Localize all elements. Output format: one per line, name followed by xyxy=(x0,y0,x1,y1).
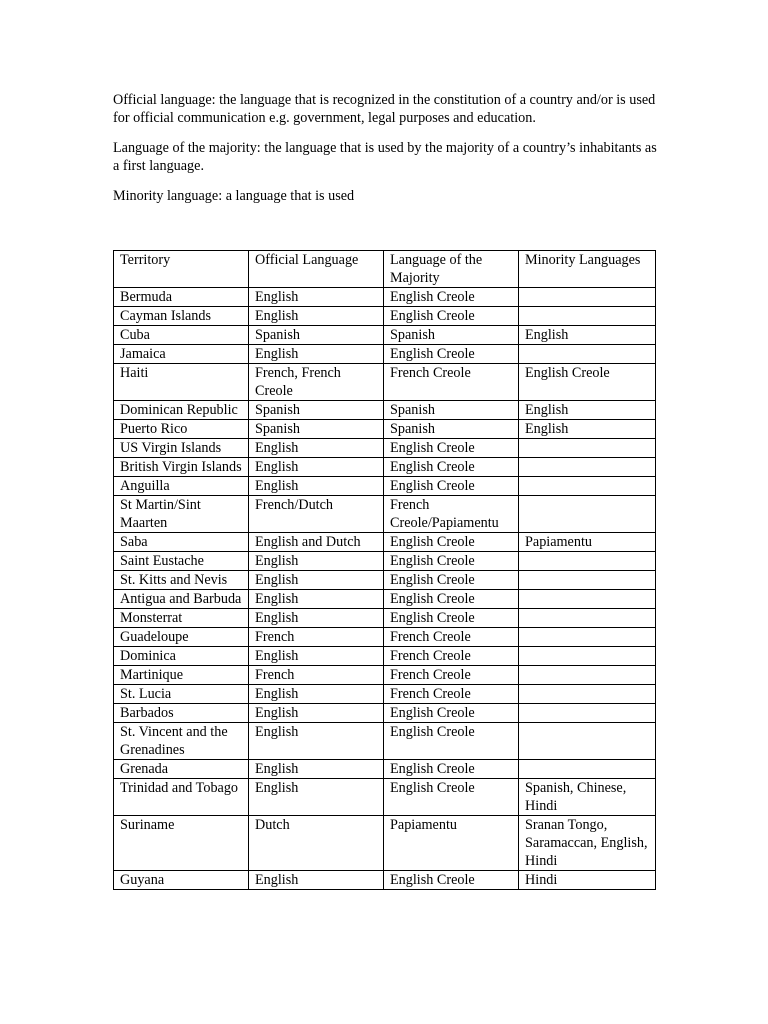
cell-official-language: French/Dutch xyxy=(249,496,384,533)
cell-territory: Martinique xyxy=(114,666,249,685)
cell-majority-language: English Creole xyxy=(384,609,519,628)
cell-territory: Guyana xyxy=(114,871,249,890)
cell-official-language: Spanish xyxy=(249,401,384,420)
cell-territory: Saint Eustache xyxy=(114,552,249,571)
cell-majority-language: English Creole xyxy=(384,723,519,760)
cell-official-language: English xyxy=(249,723,384,760)
cell-territory: US Virgin Islands xyxy=(114,439,249,458)
cell-majority-language: French Creole xyxy=(384,364,519,401)
cell-territory: St. Lucia xyxy=(114,685,249,704)
cell-official-language: Spanish xyxy=(249,420,384,439)
cell-majority-language: French Creole xyxy=(384,685,519,704)
cell-official-language: English xyxy=(249,439,384,458)
cell-minority-languages: English xyxy=(519,326,656,345)
cell-majority-language: English Creole xyxy=(384,477,519,496)
table-row xyxy=(114,401,656,420)
cell-territory: Monsterrat xyxy=(114,609,249,628)
cell-territory: Haiti xyxy=(114,364,249,401)
cell-territory: St. Kitts and Nevis xyxy=(114,571,249,590)
cell-official-language: Spanish xyxy=(249,326,384,345)
table-row xyxy=(114,666,656,685)
cell-official-language: English xyxy=(249,477,384,496)
cell-majority-language: Spanish xyxy=(384,326,519,345)
language-table xyxy=(113,250,656,890)
cell-territory: Cayman Islands xyxy=(114,307,249,326)
cell-majority-language: French Creole xyxy=(384,666,519,685)
document-body xyxy=(113,91,658,217)
cell-territory: Jamaica xyxy=(114,345,249,364)
cell-minority-languages xyxy=(519,723,656,760)
cell-majority-language: French Creole xyxy=(384,647,519,666)
cell-minority-languages: English xyxy=(519,401,656,420)
cell-minority-languages xyxy=(519,590,656,609)
cell-territory: St. Vincent and the Grenadines xyxy=(114,723,249,760)
cell-territory: British Virgin Islands xyxy=(114,458,249,477)
table-row xyxy=(114,496,656,533)
cell-official-language: English xyxy=(249,779,384,816)
table-row xyxy=(114,420,656,439)
cell-territory: Dominica xyxy=(114,647,249,666)
cell-official-language: English xyxy=(249,760,384,779)
cell-majority-language: English Creole xyxy=(384,760,519,779)
cell-official-language: English xyxy=(249,647,384,666)
table-row xyxy=(114,288,656,307)
cell-territory: St Martin/Sint Maarten xyxy=(114,496,249,533)
cell-majority-language: English Creole xyxy=(384,779,519,816)
table-row xyxy=(114,685,656,704)
header-territory: Territory xyxy=(114,251,249,288)
cell-official-language: French xyxy=(249,666,384,685)
cell-minority-languages: Spanish, Chinese, Hindi xyxy=(519,779,656,816)
cell-territory: Saba xyxy=(114,533,249,552)
cell-majority-language: English Creole xyxy=(384,871,519,890)
cell-minority-languages xyxy=(519,458,656,477)
cell-official-language: English xyxy=(249,288,384,307)
cell-official-language: English xyxy=(249,609,384,628)
cell-territory: Bermuda xyxy=(114,288,249,307)
cell-majority-language: English Creole xyxy=(384,590,519,609)
cell-minority-languages: English xyxy=(519,420,656,439)
header-minority-languages: Minority Languages xyxy=(519,251,656,288)
table-row xyxy=(114,609,656,628)
cell-majority-language: English Creole xyxy=(384,288,519,307)
cell-minority-languages xyxy=(519,345,656,364)
cell-territory: Cuba xyxy=(114,326,249,345)
table-row xyxy=(114,590,656,609)
cell-majority-language: English Creole xyxy=(384,533,519,552)
cell-territory: Anguilla xyxy=(114,477,249,496)
cell-official-language: English and Dutch xyxy=(249,533,384,552)
table-row xyxy=(114,345,656,364)
cell-majority-language: English Creole xyxy=(384,571,519,590)
cell-minority-languages xyxy=(519,666,656,685)
cell-official-language: English xyxy=(249,571,384,590)
cell-majority-language: English Creole xyxy=(384,307,519,326)
header-majority-language: Language of the Majority xyxy=(384,251,519,288)
table-row xyxy=(114,439,656,458)
cell-minority-languages: Hindi xyxy=(519,871,656,890)
cell-territory: Grenada xyxy=(114,760,249,779)
definition-official-language: Official language: the language that is recognized in the constitution of a country and/or is used for official communication e.g. government, legal purposes and education. xyxy=(113,92,656,126)
cell-official-language: French xyxy=(249,628,384,647)
cell-majority-language: English Creole xyxy=(384,439,519,458)
cell-territory: Barbados xyxy=(114,704,249,723)
cell-official-language: English xyxy=(249,458,384,477)
cell-official-language: English xyxy=(249,345,384,364)
table-row xyxy=(114,326,656,345)
cell-minority-languages xyxy=(519,496,656,533)
cell-minority-languages xyxy=(519,439,656,458)
cell-minority-languages xyxy=(519,477,656,496)
cell-territory: Antigua and Barbuda xyxy=(114,590,249,609)
cell-minority-languages xyxy=(519,571,656,590)
cell-official-language: French, French Creole xyxy=(249,364,384,401)
cell-official-language: English xyxy=(249,590,384,609)
cell-territory: Trinidad and Tobago xyxy=(114,779,249,816)
table-row xyxy=(114,628,656,647)
table-row xyxy=(114,552,656,571)
cell-official-language: English xyxy=(249,552,384,571)
cell-official-language: Dutch xyxy=(249,816,384,871)
cell-majority-language: Spanish xyxy=(384,420,519,439)
cell-minority-languages xyxy=(519,552,656,571)
table-row xyxy=(114,458,656,477)
cell-minority-languages xyxy=(519,288,656,307)
cell-territory: Dominican Republic xyxy=(114,401,249,420)
cell-minority-languages xyxy=(519,685,656,704)
table-row xyxy=(114,779,656,816)
cell-minority-languages xyxy=(519,307,656,326)
cell-majority-language: Papiamentu xyxy=(384,816,519,871)
definition-minority-language: Minority language: a language that is used xyxy=(113,188,355,204)
table-row xyxy=(114,571,656,590)
table-row xyxy=(114,816,656,871)
cell-minority-languages xyxy=(519,704,656,723)
cell-official-language: English xyxy=(249,685,384,704)
cell-majority-language: French Creole/Papiamentu xyxy=(384,496,519,533)
cell-minority-languages xyxy=(519,609,656,628)
cell-minority-languages xyxy=(519,647,656,666)
table-row xyxy=(114,477,656,496)
header-official-language: Official Language xyxy=(249,251,384,288)
table-row xyxy=(114,364,656,401)
cell-territory: Puerto Rico xyxy=(114,420,249,439)
language-table-container xyxy=(113,250,656,890)
cell-territory: Guadeloupe xyxy=(114,628,249,647)
definition-majority-language: Language of the majority: the language that is used by the majority of a country’s inhabitants as a first language. xyxy=(113,140,657,174)
cell-minority-languages xyxy=(519,760,656,779)
table-row xyxy=(114,307,656,326)
table-row xyxy=(114,647,656,666)
table-row xyxy=(114,871,656,890)
cell-official-language: English xyxy=(249,704,384,723)
cell-majority-language: Spanish xyxy=(384,401,519,420)
cell-minority-languages: Sranan Tongo, Saramaccan, English, Hindi xyxy=(519,816,656,871)
cell-minority-languages: Papiamentu xyxy=(519,533,656,552)
cell-official-language: English xyxy=(249,871,384,890)
cell-majority-language: English Creole xyxy=(384,704,519,723)
table-row xyxy=(114,704,656,723)
table-row xyxy=(114,723,656,760)
table-row xyxy=(114,533,656,552)
table-row xyxy=(114,760,656,779)
cell-territory: Suriname xyxy=(114,816,249,871)
cell-majority-language: French Creole xyxy=(384,628,519,647)
cell-majority-language: English Creole xyxy=(384,345,519,364)
cell-minority-languages: English Creole xyxy=(519,364,656,401)
cell-minority-languages xyxy=(519,628,656,647)
cell-majority-language: English Creole xyxy=(384,458,519,477)
table-header-row xyxy=(114,251,656,288)
cell-official-language: English xyxy=(249,307,384,326)
cell-majority-language: English Creole xyxy=(384,552,519,571)
